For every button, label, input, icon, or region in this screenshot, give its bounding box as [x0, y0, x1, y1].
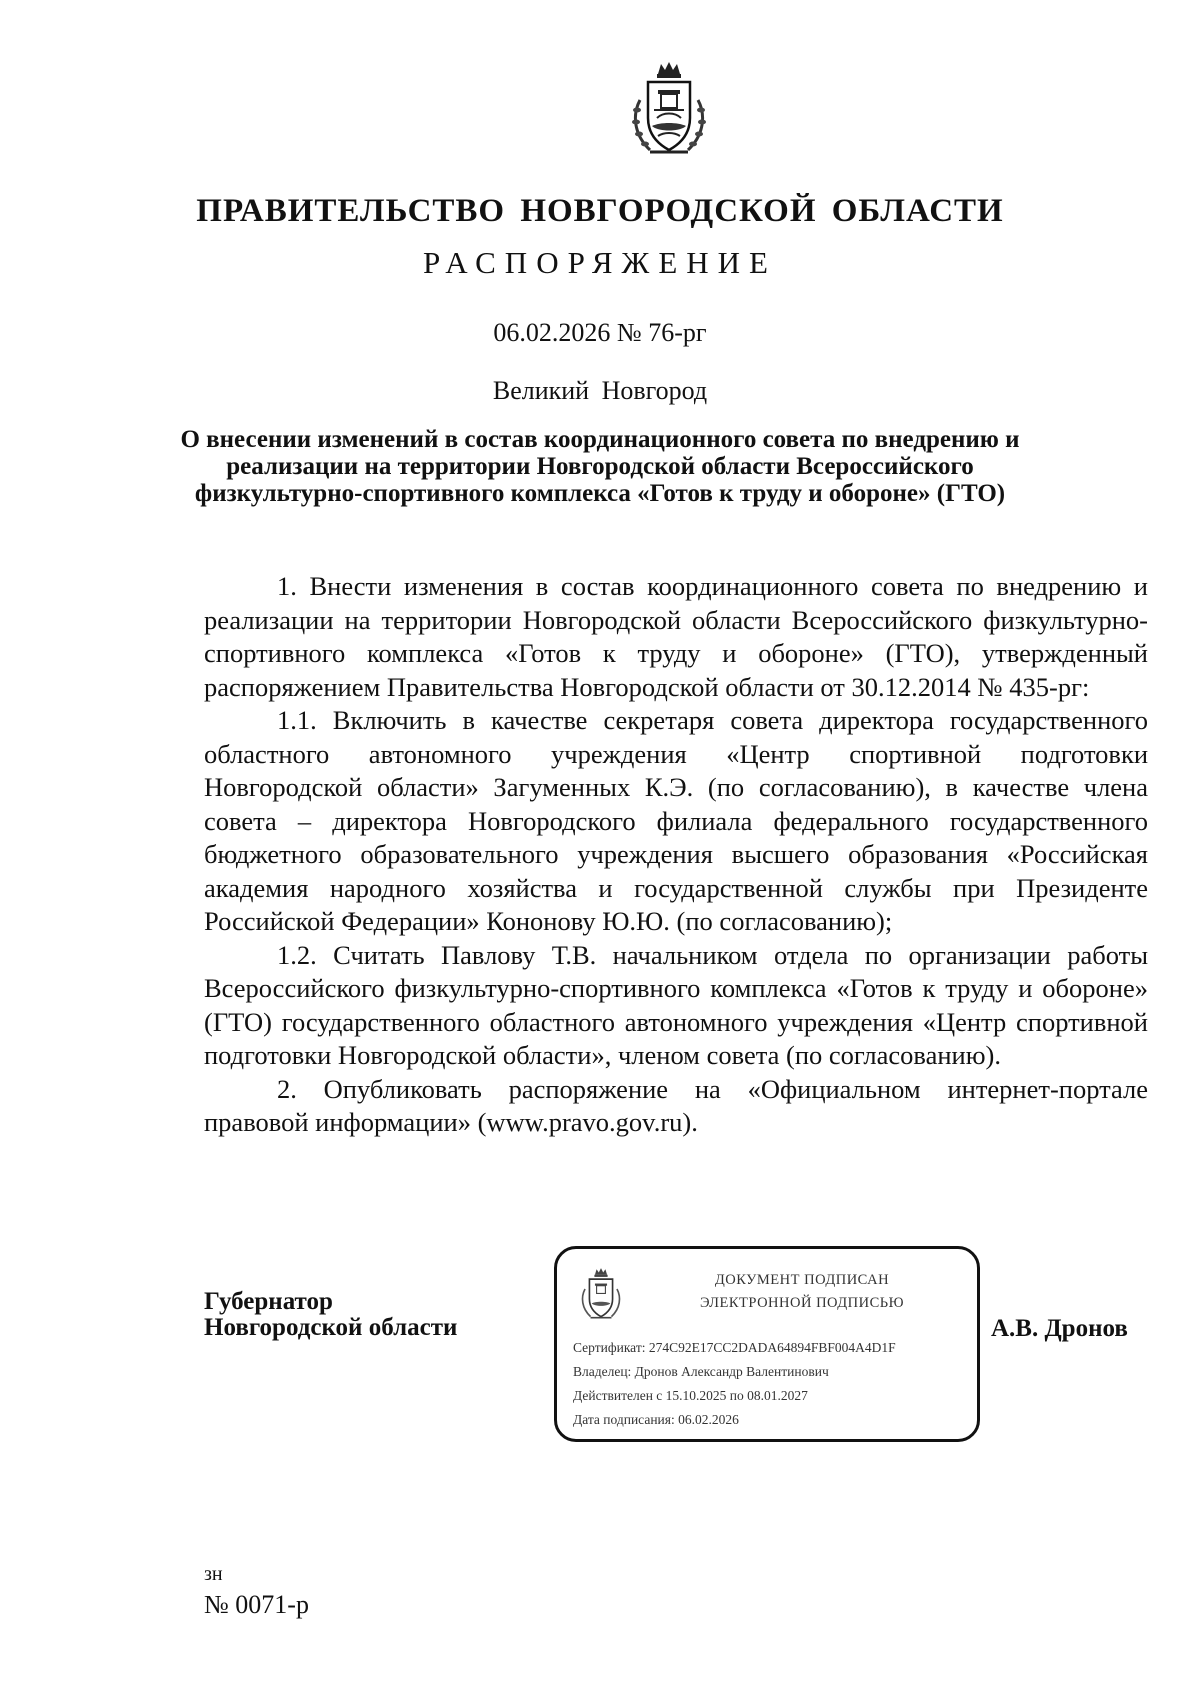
registration-number: № 0071-р [204, 1590, 309, 1619]
document-type: РАСПОРЯЖЕНИЕ [423, 245, 777, 280]
paragraph-1: 1. Внести изменения в состав координационного совета по внедрению и реализации на территории Новгородской области Всероссийского физкультурно-спортивного комплекса «Готов к труду и обороне» (ГТО), утвержденный распоряжением Правительства Новгородской области от 30.12.2014 № 435-рг: [204, 571, 1148, 702]
stamp-validity: Действителен с 15.10.2025 по 08.01.2027 [573, 1388, 808, 1403]
stamp-heading [667, 1269, 937, 1315]
coat-of-arms-icon [628, 60, 710, 158]
signatory-title [204, 1289, 457, 1341]
signatory-title-line-1: Губернатор [204, 1288, 333, 1315]
date-and-number: 06.02.2026 № 76-рг [493, 318, 707, 347]
city: Великий Новгород [492, 376, 708, 405]
signatory-name: А.В. Дронов [991, 1315, 1128, 1342]
electronic-signature-stamp [554, 1246, 980, 1442]
paragraph-2: 2. Опубликовать распоряжение на «Официальном интернет-портале правовой информации» (www.pravo.gov.ru). [204, 1073, 1148, 1137]
stamp-heading-line-1: ДОКУМЕНТ ПОДПИСАН [714, 1272, 890, 1288]
stamp-signed-date: Дата подписания: 06.02.2026 [573, 1412, 739, 1427]
paragraph-1-1: 1.1. Включить в качестве секретаря совета директора государственного областного автономного учреждения «Центр спортивной подготовки Новгородской области» Загуменных К.Э. (по согласованию), в качестве члена совета – директора Новгородского филиала федерального государственного бюджетного образовательного учреждения высшего образования «Российская академия народного хозяйства и государственной службы при Президенте Российской Федерации» Кононову Ю.Ю. (по согласованию); [204, 705, 1148, 936]
document-subject: О внесении изменений в состав координационного совета по внедрению и реализации на территории Новгородской области Всероссийского физкультурно-спортивного комплекса «Готов к труду и обороне» (ГТО) [180, 426, 1020, 507]
stamp-coat-of-arms-icon [577, 1267, 625, 1321]
stamp-heading-line-2: ЭЛЕКТРОННОЙ ПОДПИСЬЮ [699, 1295, 905, 1311]
paragraph-1-2: 1.2. Считать Павлову Т.В. начальником отдела по организации работы Всероссийского физкультурно-спортивного комплекса «Готов к труду и обороне» (ГТО) государственного областного автономного учреждения «Центр спортивной подготовки Новгородской области», членом совета (по согласованию). [204, 939, 1148, 1070]
government-title: ПРАВИТЕЛЬСТВО НОВГОРОДСКОЙ ОБЛАСТИ [196, 193, 1004, 229]
document-body [204, 570, 1148, 1140]
stamp-details [573, 1336, 896, 1432]
stamp-certificate: Сертификат: 274C92E17CC2DADA64894FBF004A4D1F [573, 1340, 896, 1355]
stamp-owner: Владелец: Дронов Александр Валентинович [573, 1364, 829, 1379]
signatory-title-line-2: Новгородской области [204, 1314, 458, 1341]
executor-mark: зн [204, 1563, 223, 1585]
